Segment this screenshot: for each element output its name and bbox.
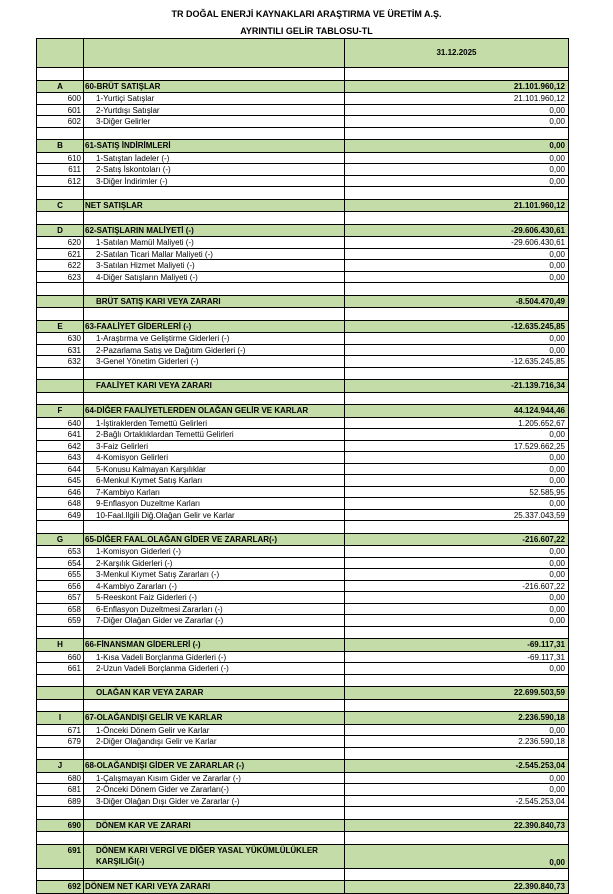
spacer-row [36,308,569,320]
account-code: G [36,534,84,546]
account-value: 0,00 [345,272,569,284]
account-value: 0,00 [345,345,569,357]
account-row [36,498,569,510]
header-code-cell [36,39,84,67]
table-body [36,68,569,894]
income-statement-table [36,38,569,894]
section-row [36,711,569,725]
account-label: 2-Yurtdışı Satışlar [84,105,345,117]
account-code [36,869,84,881]
account-code: 622 [36,260,84,272]
account-value: 0,00 [345,464,569,476]
section-row [36,533,569,547]
account-value: -69.117,31 [345,652,569,664]
account-value: 0,00 [345,773,569,785]
account-value: -12.635.245,85 [345,356,569,368]
account-code [36,675,84,687]
account-row [36,333,569,345]
account-row [36,796,569,808]
account-value: -2.545.253,04 [345,760,569,772]
total-row [36,379,569,393]
period-header: 31.12.2025 [345,39,569,67]
account-value: 0,00 [345,604,569,616]
account-row [36,116,569,128]
account-value: 2.236.590,18 [345,736,569,748]
account-code: 690 [36,820,84,832]
account-code: I [36,712,84,724]
account-value: 0,00 [345,429,569,441]
account-value: -69.117,31 [345,639,569,651]
total-row [36,880,569,894]
account-code: 610 [36,153,84,165]
account-code: 623 [36,272,84,284]
account-label [84,308,345,320]
account-value: 0,00 [345,333,569,345]
account-code: 641 [36,429,84,441]
account-code: 661 [36,663,84,675]
account-code: A [36,81,84,93]
account-value: 0,00 [345,176,569,188]
section-row [36,139,569,153]
account-value: 0,00 [345,116,569,128]
account-row [36,725,569,737]
account-value: 0,00 [345,475,569,487]
account-code [36,393,84,405]
account-label [84,832,345,844]
account-row [36,237,569,249]
account-code [36,807,84,819]
account-code: 680 [36,773,84,785]
account-row [36,652,569,664]
section-row [36,80,569,94]
spacer-row [36,393,569,405]
account-label [84,675,345,687]
account-label: 1-Çalışmayan Kısım Gider ve Zararlar (-) [84,773,345,785]
account-label: 3-Faiz Gelirleri [84,441,345,453]
account-label: 63-FAALİYET GİDERLERİ (-) [84,321,345,333]
account-row [36,736,569,748]
account-label: 67-OLAĞANDIŞI GELİR VE KARLAR [84,712,345,724]
account-row [36,569,569,581]
account-row [36,441,569,453]
account-code [36,187,84,199]
account-code [36,521,84,533]
account-label: DÖNEM KARI VERGİ VE DİĞER YASAL YÜKÜMLÜLÜKLER KARŞILIĞI(-) [84,845,345,868]
account-row [36,452,569,464]
account-label [84,627,345,639]
total-row [36,819,569,833]
account-code: 600 [36,93,84,105]
account-label: DÖNEM NET KARI VEYA ZARARI [84,881,345,893]
account-code: E [36,321,84,333]
account-row [36,784,569,796]
account-code: 646 [36,487,84,499]
account-value [345,675,569,687]
account-label: 3-Diğer Gelirler [84,116,345,128]
section-row [36,638,569,652]
report-title: AYRINTILI GELİR TABLOSU-TL [240,26,373,36]
account-label: 4-Diğer Satışların Maliyeti (-) [84,272,345,284]
account-row [36,272,569,284]
account-code: 645 [36,475,84,487]
account-value: 21.101.960,12 [345,81,569,93]
account-value: -8.504.470,49 [345,296,569,308]
account-code: 612 [36,176,84,188]
account-value: -29.606.430,61 [345,225,569,237]
account-value: 17.529.662,25 [345,441,569,453]
spacer-row [36,627,569,639]
account-label [84,187,345,199]
account-row [36,475,569,487]
spacer-row [36,283,569,295]
account-label: NET SATIŞLAR [84,200,345,212]
spacer-row [36,832,569,844]
account-label: 7-Diğer Olağan Gider ve Zararlar (-) [84,615,345,627]
account-code: 658 [36,604,84,616]
account-label [84,807,345,819]
account-code: J [36,760,84,772]
spacer-row [36,700,569,712]
account-label: 1-Araştırma ve Geliştirme Giderleri (-) [84,333,345,345]
account-label: 66-FİNANSMAN GİDERLERİ (-) [84,639,345,651]
account-value: 0,00 [345,153,569,165]
spacer-row [36,68,569,80]
account-value [345,212,569,224]
account-code [36,68,84,80]
account-value [345,68,569,80]
account-value: 22.390.840,73 [345,881,569,893]
account-code: 653 [36,546,84,558]
account-value: -216.607,22 [345,534,569,546]
section-row [36,404,569,418]
spacer-row [36,368,569,380]
account-code: 692 [36,881,84,893]
account-code [36,700,84,712]
account-value: 0,00 [345,164,569,176]
account-code: 630 [36,333,84,345]
account-value: 0,00 [345,615,569,627]
account-label: 1-Yurtiçi Satışlar [84,93,345,105]
account-code [36,748,84,760]
account-value: -216.607,22 [345,581,569,593]
account-label: 1-Satılan Mamül Maliyeti (-) [84,237,345,249]
account-label: 6-Enflasyon Duzeltmesi Zararları (-) [84,604,345,616]
account-label: 68-OLAĞANDIŞI GİDER VE ZARARLAR (-) [84,760,345,772]
account-row [36,546,569,558]
account-label: 65-DİĞER FAAL.OLAĞAN GİDER VE ZARARLAR(-) [84,534,345,546]
account-value [345,368,569,380]
account-code: 642 [36,441,84,453]
account-label: 60-BRÜT SATIŞLAR [84,81,345,93]
account-value: 0,00 [345,569,569,581]
account-label: 5-Konusu Kalmayan Karşılıklar [84,464,345,476]
account-label [84,368,345,380]
account-code: 649 [36,510,84,522]
account-code [36,832,84,844]
section-row [36,199,569,213]
account-code [36,308,84,320]
account-code: 644 [36,464,84,476]
spacer-row [36,869,569,881]
account-value: 0,00 [345,546,569,558]
account-code [36,283,84,295]
account-code: 655 [36,569,84,581]
account-code: 657 [36,592,84,604]
account-code: 643 [36,452,84,464]
account-value: 0,00 [345,260,569,272]
account-value: -29.606.430,61 [345,237,569,249]
account-value [345,869,569,881]
account-label: 2-Diğer Olağandışı Gelir ve Karlar [84,736,345,748]
account-code: 632 [36,356,84,368]
account-value: 0,00 [345,140,569,152]
account-row [36,260,569,272]
account-code [36,687,84,699]
account-label: 10-Faal.Ilgili Diğ.Olağan Gelir ve Karlar [84,510,345,522]
section-row [36,320,569,334]
total-row [36,844,569,869]
account-label: 1-Önceki Dönem Gelir ve Karlar [84,725,345,737]
account-label: 2-Satılan Ticari Mallar Maliyeti (-) [84,249,345,261]
account-value [345,627,569,639]
account-value: 25.337.043,59 [345,510,569,522]
account-value: 0,00 [345,249,569,261]
spacer-row [36,675,569,687]
account-label: 2-Satış İskontoları (-) [84,164,345,176]
account-row [36,581,569,593]
account-value: 21.101.960,12 [345,93,569,105]
account-value: 0,00 [345,663,569,675]
account-label [84,521,345,533]
account-value [345,393,569,405]
account-code: 660 [36,652,84,664]
account-code: 691 [36,845,84,868]
account-value: 2.236.590,18 [345,712,569,724]
account-value: -2.545.253,04 [345,796,569,808]
account-label: 3-Satılan Hizmet Maliyeti (-) [84,260,345,272]
total-row [36,686,569,700]
account-label: 2-Karşılık Giderleri (-) [84,558,345,570]
account-value [345,521,569,533]
account-value [345,700,569,712]
account-value: 0,00 [345,725,569,737]
account-label: 4-Komisyon Gelirleri [84,452,345,464]
account-value: 0,00 [345,498,569,510]
account-row [36,105,569,117]
account-label [84,748,345,760]
account-value: 0,00 [345,558,569,570]
account-value [345,128,569,140]
account-code [36,368,84,380]
account-value: -12.635.245,85 [345,321,569,333]
account-value: 1.205.652,67 [345,418,569,430]
account-code: 681 [36,784,84,796]
account-row [36,93,569,105]
account-label [84,393,345,405]
account-code: 611 [36,164,84,176]
account-label: 61-SATIŞ İNDİRİMLERİ [84,140,345,152]
account-label: 1-Komisyon Giderleri (-) [84,546,345,558]
account-value [345,807,569,819]
account-row [36,418,569,430]
account-value: 21.101.960,12 [345,200,569,212]
account-code: 659 [36,615,84,627]
account-label: FAALİYET KARI VEYA ZARARI [84,380,345,392]
spacer-row [36,187,569,199]
account-code: B [36,140,84,152]
account-label: 62-SATIŞLARIN MALİYETİ (-) [84,225,345,237]
account-label: 3-Genel Yönetim Giderleri (-) [84,356,345,368]
account-value [345,832,569,844]
account-label: 3-Menkul Kıymet Satış Zararları (-) [84,569,345,581]
account-row [36,615,569,627]
account-label [84,700,345,712]
account-label: 9-Enflasyon Duzeltme Karları [84,498,345,510]
account-value [345,187,569,199]
company-name: TR DOĞAL ENERJİ KAYNAKLARI ARAŞTIRMA VE ÜRETİM A.Ş. [171,9,442,19]
account-code: F [36,405,84,417]
account-label: 3-Diğer İndirimler (-) [84,176,345,188]
account-code: 620 [36,237,84,249]
account-label: 1-Kısa Vadeli Borçlanma Giderleri (-) [84,652,345,664]
account-label: 1-İştiraklerden Temettü Gelirleri [84,418,345,430]
spacer-row [36,128,569,140]
account-row [36,663,569,675]
account-label: 64-DİĞER FAALİYETLERDEN OLAĞAN GELİR VE KARLAR [84,405,345,417]
account-label [84,283,345,295]
account-label: 2-Önceki Dönem Gider ve Zararları(-) [84,784,345,796]
account-code: 679 [36,736,84,748]
account-row [36,345,569,357]
account-value: 22.390.840,73 [345,820,569,832]
account-row [36,558,569,570]
account-label: 1-Satıştan İadeler (-) [84,153,345,165]
account-row [36,604,569,616]
account-value: 22.699.503,59 [345,687,569,699]
header-label-cell [84,39,345,67]
account-label: 3-Diğer Olağan Dışı Gider ve Zararlar (-) [84,796,345,808]
account-code: 601 [36,105,84,117]
section-row [36,759,569,773]
account-label: 4-Kambiyo Zararları (-) [84,581,345,593]
account-code: 654 [36,558,84,570]
account-value [345,748,569,760]
account-code [36,212,84,224]
table-header-row [36,38,569,68]
account-label [84,68,345,80]
spacer-row [36,212,569,224]
account-row [36,429,569,441]
account-code: 671 [36,725,84,737]
account-code: 602 [36,116,84,128]
account-value [345,283,569,295]
total-row [36,295,569,309]
account-row [36,592,569,604]
account-code [36,627,84,639]
account-label [84,212,345,224]
account-value: 0,00 [345,452,569,464]
account-row [36,356,569,368]
account-row [36,464,569,476]
account-label: 2-Uzun Vadeli Borçlanma Giderleri (-) [84,663,345,675]
account-row [36,164,569,176]
account-label: DÖNEM KAR VE ZARARI [84,820,345,832]
account-value: 0,00 [345,845,569,868]
account-code: H [36,639,84,651]
account-value: -21.139.716,34 [345,380,569,392]
account-code: D [36,225,84,237]
account-value: 0,00 [345,592,569,604]
account-value: 0,00 [345,105,569,117]
account-label: 2-Pazarlama Satış ve Dağıtım Giderleri (-) [84,345,345,357]
account-label [84,128,345,140]
account-label: BRÜT SATIŞ KARI VEYA ZARARI [84,296,345,308]
spacer-row [36,521,569,533]
account-code [36,128,84,140]
account-row [36,176,569,188]
account-label: 2-Bağlı Ortaklıklardan Temettü Gelirleri [84,429,345,441]
account-row [36,487,569,499]
account-code: 631 [36,345,84,357]
account-row [36,510,569,522]
account-row [36,249,569,261]
account-code: C [36,200,84,212]
account-row [36,773,569,785]
account-label: 7-Kambiyo Karları [84,487,345,499]
account-value [345,308,569,320]
account-label: OLAĞAN KAR VEYA ZARAR [84,687,345,699]
section-row [36,224,569,238]
account-code: 656 [36,581,84,593]
account-code: 621 [36,249,84,261]
account-code [36,296,84,308]
account-value: 52.585,95 [345,487,569,499]
account-code: 689 [36,796,84,808]
account-code [36,380,84,392]
spacer-row [36,807,569,819]
account-label [84,869,345,881]
account-label: 5-Reeskont Faiz Giderleri (-) [84,592,345,604]
account-value: 44.124.944,46 [345,405,569,417]
account-value: 0,00 [345,784,569,796]
account-label: 6-Menkul Kıymet Satış Karları [84,475,345,487]
account-code: 640 [36,418,84,430]
spacer-row [36,748,569,760]
account-code: 648 [36,498,84,510]
account-row [36,153,569,165]
